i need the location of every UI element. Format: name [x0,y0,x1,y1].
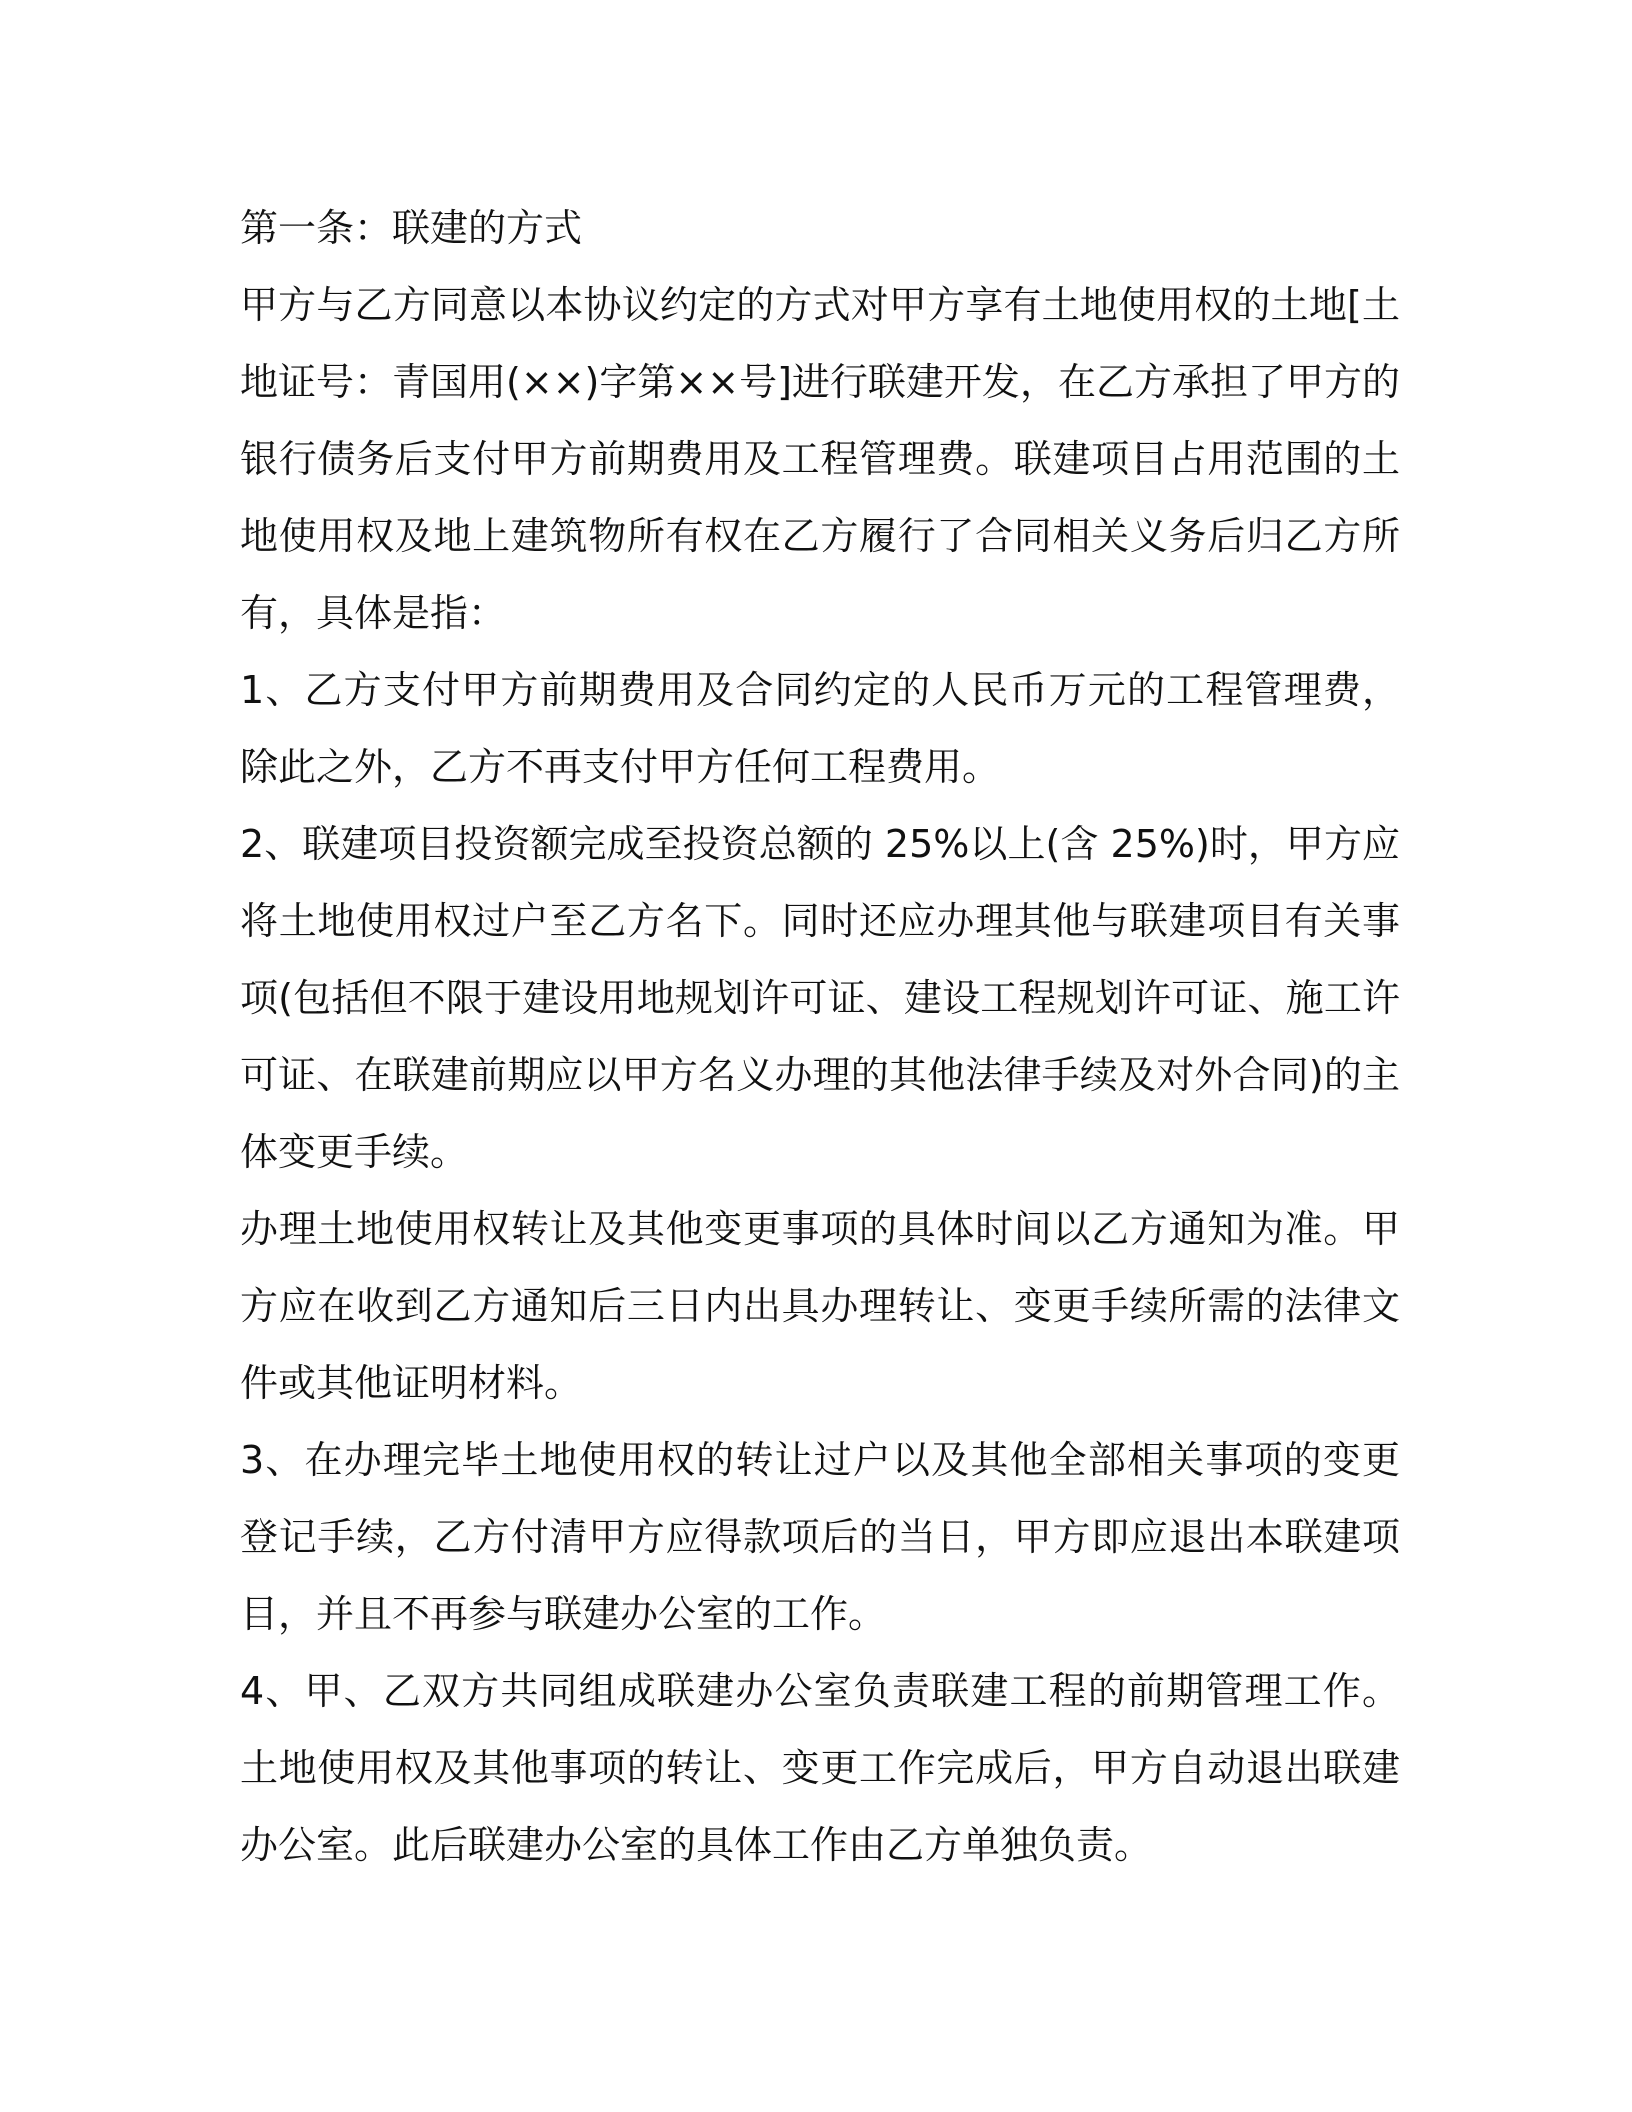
paragraph-transfer-timing: 办理土地使用权转让及其他变更事项的具体时间以乙方通知为准。甲方应在收到乙方通知后三日内出具办理转让、变更手续所需的法律文件或其他证明材料。 [240,1207,1400,1405]
paragraph-intro: 甲方与乙方同意以本协议约定的方式对甲方享有土地使用权的土地[土地证号：青国用(××)字第××号]进行联建开发，在乙方承担了甲方的银行债务后支付甲方前期费用及工程管理费。联建项目占用范围的土地使用权及地上建筑物所有权在乙方履行了合同相关义务后归乙方所有，具体是指： [240,283,1400,635]
paragraph-item-3: 3、在办理完毕土地使用权的转让过户以及其他全部相关事项的变更登记手续，乙方付清甲方应得款项后的当日，甲方即应退出本联建项目，并且不再参与联建办公室的工作。 [240,1438,1400,1636]
paragraph-item-1: 1、乙方支付甲方前期费用及合同约定的人民币万元的工程管理费，除此之外，乙方不再支付甲方任何工程费用。 [240,668,1400,789]
paragraph-item-4: 4、甲、乙双方共同组成联建办公室负责联建工程的前期管理工作。土地使用权及其他事项的转让、变更工作完成后，甲方自动退出联建办公室。此后联建办公室的具体工作由乙方单独负责。 [240,1669,1400,1867]
document-body [240,190,1400,1884]
paragraph-item-2: 2、联建项目投资额完成至投资总额的 25%以上(含 25%)时，甲方应将土地使用权过户至乙方名下。同时还应办理其他与联建项目有关事项(包括但不限于建设用地规划许可证、建设工程规划许可证、施工许可证、在联建前期应以甲方名义办理的其他法律手续及对外合同)的主体变更手续。 [240,822,1400,1174]
article-heading: 第一条：联建的方式 [240,206,583,250]
